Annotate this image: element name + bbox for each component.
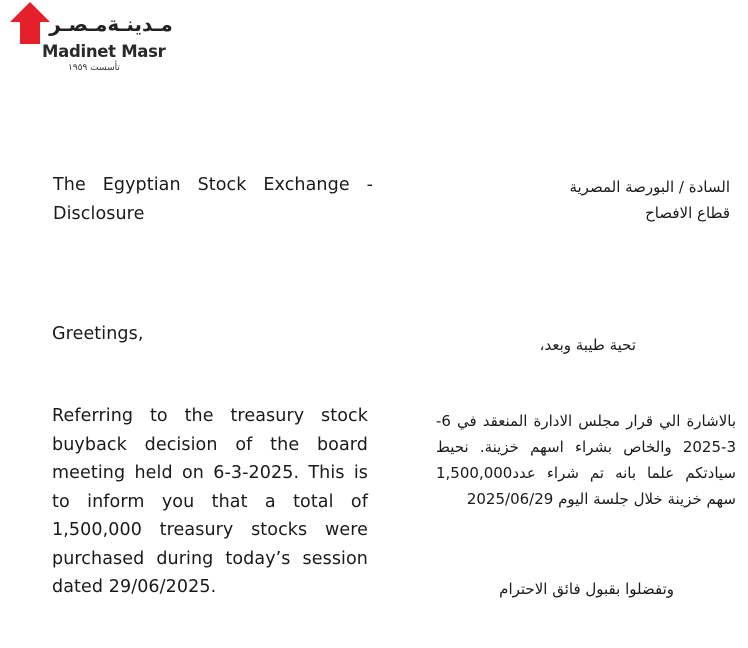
arabic-greeting: تحية طيبة وبعد، [539, 336, 636, 354]
english-body: Referring to the treasury stock buyback decision of the board meeting held on 6-3-2025. This is to inform you that a total of 1,500,000 treasury stocks were purchased during today’s session dated 29/06/2025. [52, 406, 368, 597]
logo-arabic-name: مـدينـةمـصـر [49, 12, 173, 36]
english-greeting: Greetings, [52, 324, 144, 344]
company-logo [10, 2, 180, 80]
logo-established: تأسست ١٩٥٩ [68, 63, 120, 73]
logo-english-name: Madinet Masr [42, 42, 166, 61]
arabic-body: بالاشارة الي قرار مجلس الادارة المنعقد في 6-3-2025 والخاص بشراء اسهم خزينة. نحيط سيادتكم علما بانه تم شراء عدد1,500,000 سهم خزينة خلال جلسة اليوم 2025/06/29 [436, 412, 736, 508]
english-addressee-line-1: The Egyptian Stock Exchange - [53, 175, 373, 195]
up-arrow-logo-icon [10, 2, 50, 44]
english-addressee-line-2: Disclosure [53, 203, 145, 224]
english-addressee [53, 171, 373, 228]
arabic-addressee-line-1: السادة / البورصة المصرية [569, 178, 730, 196]
arabic-closing: وتفضلوا بقبول فائق الاحترام [499, 580, 674, 598]
arabic-addressee [430, 174, 730, 226]
arabic-addressee-line-2: قطاع الافصاح [645, 204, 730, 222]
